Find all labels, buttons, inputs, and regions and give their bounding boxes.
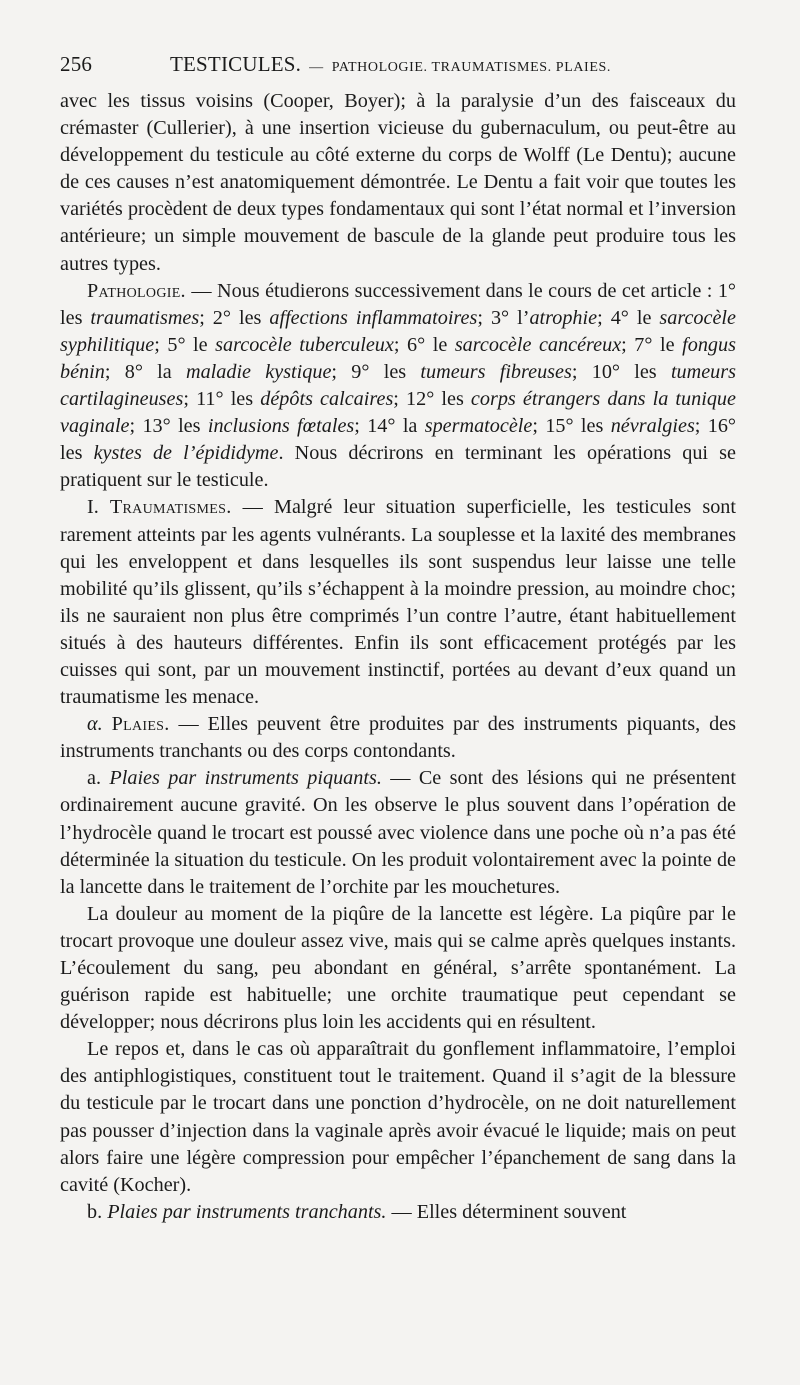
text-run: ; 5° le	[154, 333, 216, 356]
topic-term: tumeurs cartilagineuses	[60, 360, 736, 411]
running-title: TESTICULES.	[170, 52, 302, 76]
topic-term: corps étrangers dans la tunique vaginale	[60, 388, 736, 438]
text-run: ; 14° la	[354, 415, 425, 438]
paragraph-text: — Elles peuvent être produites par des instruments piquants, des instruments tranchants ou des corps contondants.	[60, 713, 736, 763]
running-subtitle: PATHOLOGIE. TRAUMATISMES. PLAIES.	[331, 60, 611, 75]
text-run: ; 6° le	[393, 333, 455, 356]
paragraph-plaies-tranchants	[60, 1199, 736, 1226]
topic-term: traumatismes	[90, 306, 200, 329]
topic-term: sarcocèle syphilitique	[60, 306, 737, 356]
topic-term: sarcocèle tuberculeux	[215, 333, 394, 356]
paragraph-pathologie	[60, 278, 736, 495]
topic-term: spermatocèle	[424, 415, 533, 438]
paragraph-traumatismes	[60, 494, 736, 711]
paragraph-douleur	[60, 901, 736, 1036]
text-run: ; 8° la	[104, 360, 186, 383]
text-run: ; 3° l’	[477, 306, 530, 329]
text-run: ; 15° les	[532, 415, 611, 438]
topic-term: maladie kystique	[185, 360, 332, 383]
topic-term: affections inflammatoires	[269, 306, 478, 329]
text-run: ; 9° les	[331, 360, 421, 383]
text-run: ; 2° les	[199, 306, 270, 329]
subsection-marker: a.	[87, 767, 110, 790]
section-label-traumatismes: Traumatismes.	[109, 496, 232, 519]
topic-term: névralgies	[610, 415, 695, 438]
section-number: I.	[87, 496, 110, 519]
paragraph-plaies-piquants	[60, 765, 736, 900]
topic-term: sarcocèle cancéreux	[454, 333, 622, 356]
paragraph-text: — Elles déterminent souvent	[386, 1200, 627, 1223]
paragraph-text: — Malgré leur situation superficielle, les testicules sont rarement atteints par les agents vulnérants. La souplesse et la laxité des membranes qui les enveloppent et dans lesquelles ils sont suspendus leur laisse une telle mobilité qu’ils glissent, qu’ils s’échappent à la moindre pression, au moindre choc; ils ne sauraient non plus être comprimés l’un contre l’autre, étant habituellement situés à des hauteurs différentes. Enfin ils sont efficacement protégés par les cuisses qui sont, par un mouvement instinctif, portées au devant d’eux quand un traumatisme les menace.	[60, 496, 736, 709]
topic-term: atrophie	[529, 306, 598, 329]
paragraph-traitement	[60, 1036, 736, 1199]
subsection-marker: α.	[87, 713, 112, 736]
topic-term: dépôts calcaires	[260, 388, 394, 411]
topic-term: inclusions fœtales	[207, 415, 355, 438]
text-run: ; 13° les	[129, 415, 208, 438]
paragraph-text: — Ce sont des lésions qui ne présentent ordinairement aucune gravité. On les observe le plus souvent dans l’opération de l’hydrocèle quand le trocart est poussé avec violence dans une poche où n’a pas été déterminée la situation du testicule. On les produit volontairement avec la pointe de la lancette dans le traitement de l’orchite par les mouchetures.	[60, 767, 737, 898]
paragraph-text: Le repos et, dans le cas où apparaîtrait du gonflement inflammatoire, l’emploi des antiphlogistiques, constituent tout le traitement. Quand il s’agit de la blessure du testicule par le trocart dans une ponction d’hydrocèle, on ne doit naturellement pas pousser d’injection dans la vaginale après avoir évacué le liquide; mais on peut alors faire une légère compression pour empêcher l’épanchement de sang dans la cavité (Kocher).	[60, 1038, 736, 1196]
topic-term: kystes de l’épididyme	[93, 442, 279, 465]
text-run: — Nous étudierons successivement dans le cours de cet article : 1° les	[60, 279, 736, 329]
page-number: 256	[60, 52, 93, 76]
text-run: ; 16° les	[60, 415, 737, 465]
text-run: ; 12° les	[393, 388, 471, 411]
section-label-plaies: Plaies.	[111, 713, 170, 736]
subsection-title: Plaies par instruments piquants.	[109, 767, 382, 790]
section-label-pathologie: Pathologie.	[87, 279, 186, 302]
subsection-title: Plaies par instruments tranchants.	[107, 1200, 387, 1223]
paragraph-text: La douleur au moment de la piqûre de la lancette est légère. La piqûre par le trocart provoque une douleur assez vive, mais qui se calme après quelques instants. L’écoulement du sang, peu abondant en général, s’arrête spontanément. La guérison rapide est habituelle; une orchite traumatique peut cependant se développer; nous décrirons plus loin les accidents qui en résultent.	[60, 902, 736, 1034]
paragraph-text: avec les tissus voisins (Cooper, Boyer); à la paralysie d’un des faisceaux du crémaster (Cullerier), à une insertion vicieuse du gubernaculum, ou peut-être au développement du testicule au côté externe du corps de Wolff (Le Dentu); aucune de ces causes n’est anatomiquement démontrée. Le Dentu a fait voir que toutes les variétés procèdent de deux types fondamentaux qui sont l’état normal et l’inversion antérieure; un simple mouvement de bascule de la glande peut produire tous les autres types.	[60, 90, 736, 275]
book-page	[60, 52, 736, 1226]
text-run: ; 7° le	[621, 333, 683, 356]
paragraph-plaies	[60, 711, 736, 765]
text-run: ; 10° les	[571, 360, 671, 383]
running-dash: —	[309, 60, 324, 75]
topic-term: fongus bénin	[60, 333, 736, 383]
topic-term: tumeurs fibreuses	[420, 360, 572, 383]
running-head	[60, 52, 736, 88]
text-run: ; 4° le	[597, 306, 660, 329]
body-text	[60, 88, 736, 1226]
text-run: ; 11° les	[183, 388, 261, 411]
paragraph-anatomy-continuation	[60, 88, 736, 278]
text-run: . Nous décrirons en terminant les opérations qui se pratiquent sur le testicule.	[60, 442, 737, 492]
subsection-marker: b.	[87, 1200, 108, 1223]
